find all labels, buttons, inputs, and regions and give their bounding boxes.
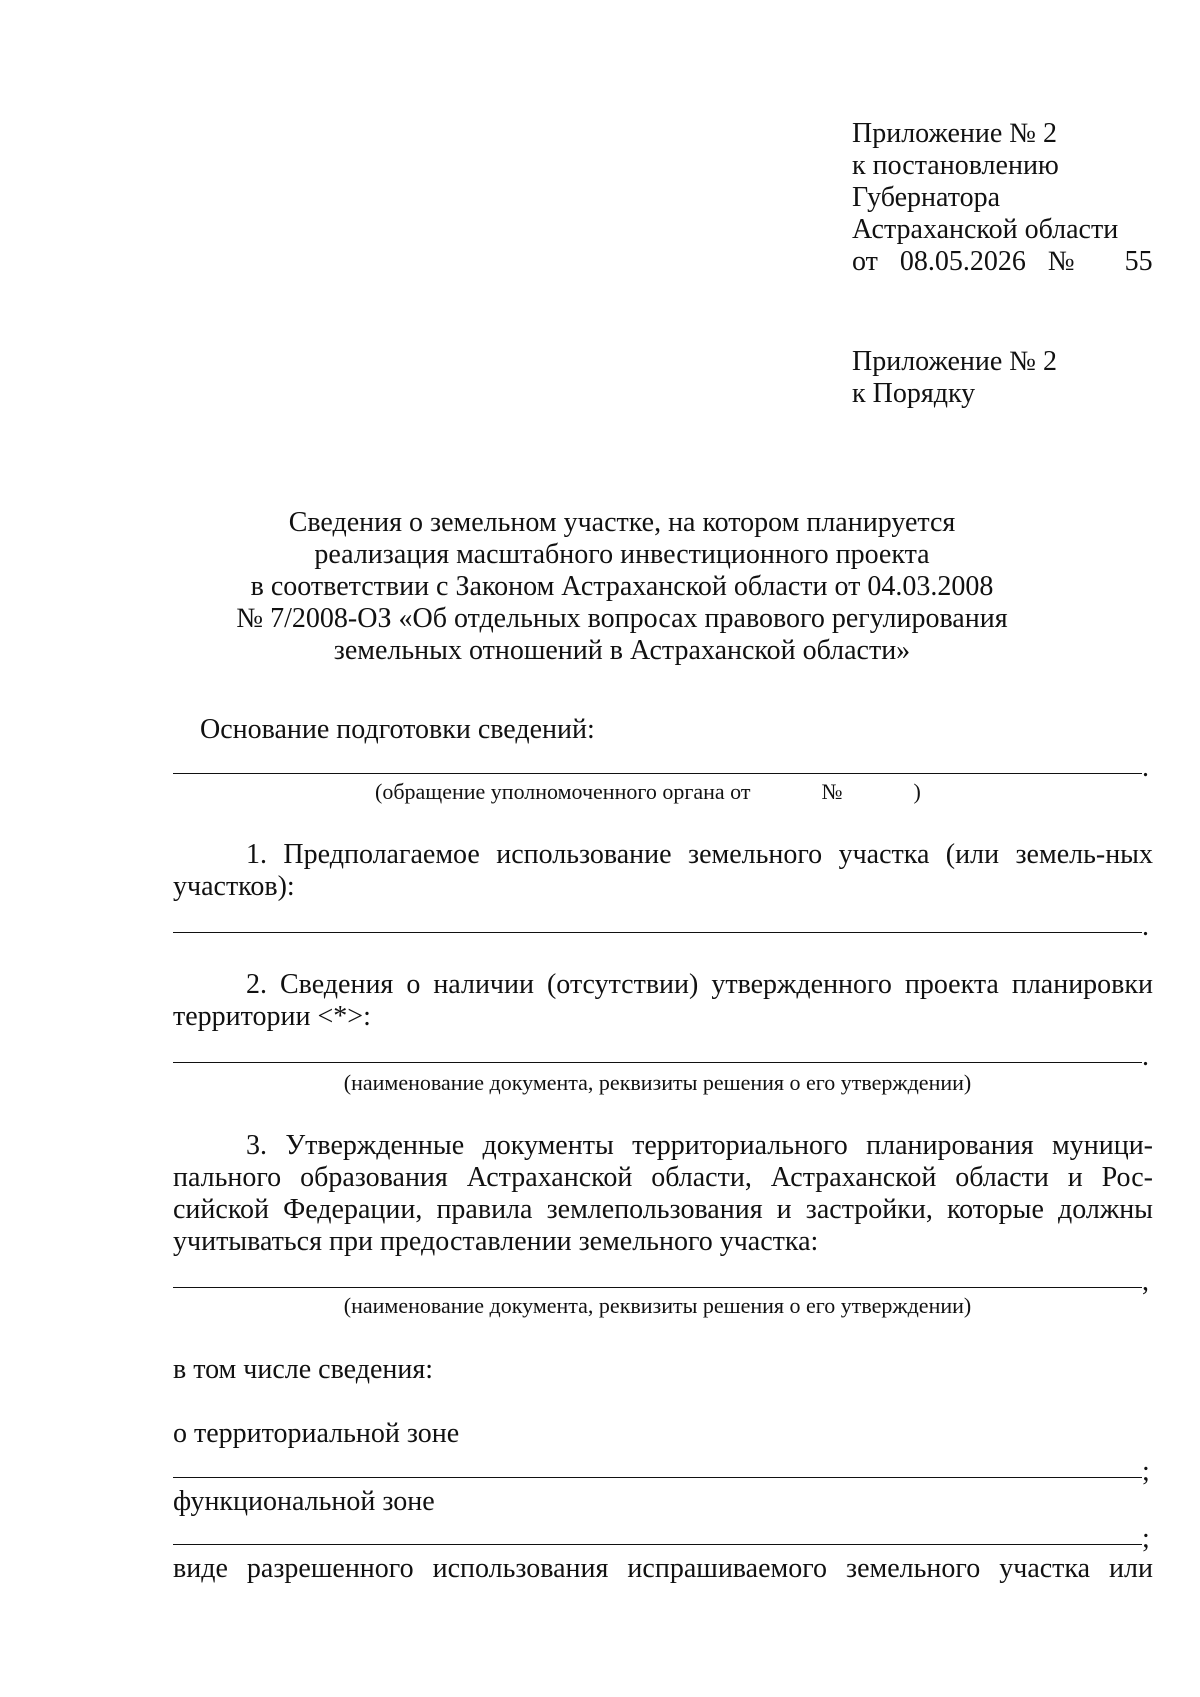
- title-line: земельных отношений в Астраханской области»: [333, 635, 911, 666]
- territorial-zone-label: о территориальной зоне: [173, 1418, 460, 1449]
- including-label: в том числе сведения:: [173, 1354, 434, 1385]
- basis-line-end: .: [1142, 752, 1149, 783]
- appendix-line: Приложение № 2: [852, 118, 1057, 149]
- title-line: № 7/2008-ОЗ «Об отдельных вопросах правового регулирования: [236, 603, 1008, 634]
- functional-zone-label: функциональной зоне: [173, 1486, 435, 1517]
- appendix-date-line: [852, 246, 1153, 278]
- number-sign: №: [1047, 246, 1075, 277]
- item-1-paragraph: [173, 839, 1153, 903]
- item-1-text: 1. Предполагаемое использование земельного участка (или земель-ных участков):: [173, 839, 1153, 902]
- item-3-text: 3. Утвержденные документы территориального планирования муници-пального образования Астраханской области, Астраханской области и Рос-сийской Федерации, правила землепользования и застройки, которые должны учитываться при предоставлении земельного участка:: [173, 1130, 1153, 1257]
- item-3-paragraph: [173, 1130, 1153, 1258]
- item-2-line-end: .: [1142, 1041, 1149, 1072]
- functional-zone-line-end: ;: [1142, 1523, 1150, 1554]
- item-2-paragraph: [173, 969, 1153, 1033]
- appendix-order-header: [852, 346, 1057, 410]
- resolution-date: 08.05.2026: [899, 246, 1026, 277]
- functional-zone-fill-line[interactable]: [173, 1544, 1142, 1545]
- territorial-zone-line-end: ;: [1142, 1456, 1150, 1487]
- title-line: в соответствии с Законом Астраханской области от 04.03.2008: [250, 571, 994, 602]
- permitted-use-line: [173, 1553, 1153, 1585]
- basis-hint-suffix: ): [913, 779, 921, 804]
- item-2-fill-line[interactable]: [173, 1062, 1142, 1063]
- appendix-header: [852, 118, 1153, 278]
- appendix-line: к постановлению: [852, 150, 1059, 181]
- appendix-line: Астраханской области: [852, 214, 1119, 245]
- basis-hint: [375, 779, 1200, 805]
- appendix-line: Приложение № 2: [852, 346, 1057, 377]
- permitted-use-text: виде разрешенного использования испрашиваемого земельного участка или: [173, 1553, 1153, 1584]
- title-line: Сведения о земельном участке, на котором планируется: [288, 507, 956, 538]
- basis-hint-sign: №: [821, 779, 843, 804]
- appendix-line: Губернатора: [852, 182, 1001, 213]
- item-1-fill-line[interactable]: [173, 932, 1142, 933]
- territorial-zone-fill-line[interactable]: [173, 1477, 1142, 1478]
- basis-fill-line[interactable]: [173, 773, 1142, 774]
- item-2-hint: (наименование документа, реквизиты решения о его утверждении): [343, 1070, 972, 1095]
- item-3-line-end: ,: [1142, 1266, 1149, 1297]
- resolution-number: 55: [1124, 246, 1153, 277]
- basis-label: Основание подготовки сведений:: [200, 714, 595, 745]
- item-2-text: 2. Сведения о наличии (отсутствии) утвержденного проекта планировки территории <*>:: [173, 969, 1153, 1032]
- basis-hint-prefix: (обращение уполномоченного органа от: [375, 779, 751, 804]
- item-3-hint: (наименование документа, реквизиты решения о его утверждении): [343, 1293, 972, 1318]
- item-1-line-end: .: [1142, 911, 1149, 942]
- title-line: реализация масштабного инвестиционного проекта: [314, 539, 930, 570]
- item-3-fill-line[interactable]: [173, 1287, 1142, 1288]
- appendix-line: к Порядку: [852, 378, 976, 409]
- date-prefix: от: [852, 246, 878, 277]
- document-title: [172, 507, 1072, 667]
